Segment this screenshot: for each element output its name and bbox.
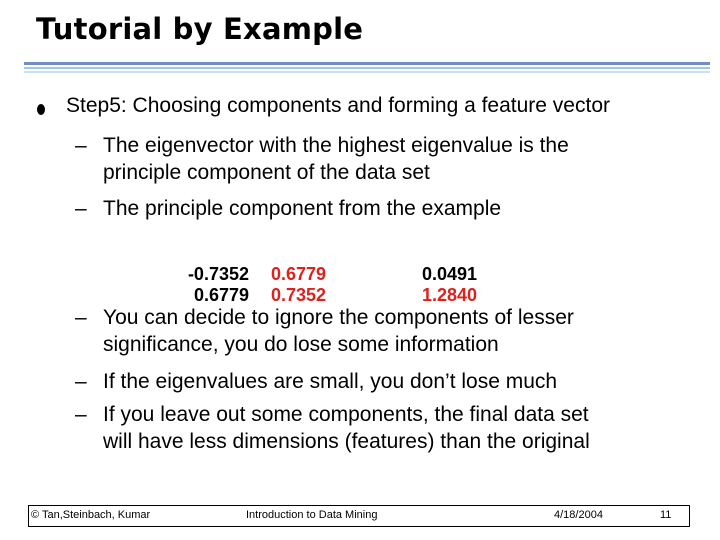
dash-icon: – [75,134,87,157]
footer-page-number: 11 [660,509,672,521]
footer-copyright: © Tan,Steinbach, Kumar [31,509,151,521]
dash-icon: – [75,370,87,393]
dash-icon: – [75,197,87,220]
sub-bullet-text: You can decide to ignore the components of lesser significance, you do lose some information [103,306,574,356]
eigenvector-column-1: -0.7352 0.6779 [187,264,249,305]
dash-icon: – [75,403,87,426]
title-underline-light [24,67,710,69]
sub-bullet-text: The eigenvector with the highest eigenvalue is the principle component of the data set [103,134,569,184]
slide-title: Tutorial by Example [36,12,364,46]
sub-bullet-text: If you leave out some components, the final data set will have less dimensions (features) than the original [103,403,590,453]
title-underline [24,62,710,65]
sub-bullet-text: If the eigenvalues are small, you don’t lose much [103,370,558,393]
footer-date: 4/18/2004 [554,509,603,521]
dash-icon: – [75,306,87,329]
main-bullet-text: Step5: Choosing components and forming a feature vector [66,94,610,117]
footer-course-title: Introduction to Data Mining [246,509,378,521]
bullet-dot-icon [37,104,45,115]
eigenvalue-column: 0.0491 1.2840 [422,264,478,305]
sub-bullet-text: The principle component from the example [103,197,502,220]
title-underline-lighter [24,71,710,73]
eigenvector-column-2: 0.6779 0.7352 [271,264,327,305]
